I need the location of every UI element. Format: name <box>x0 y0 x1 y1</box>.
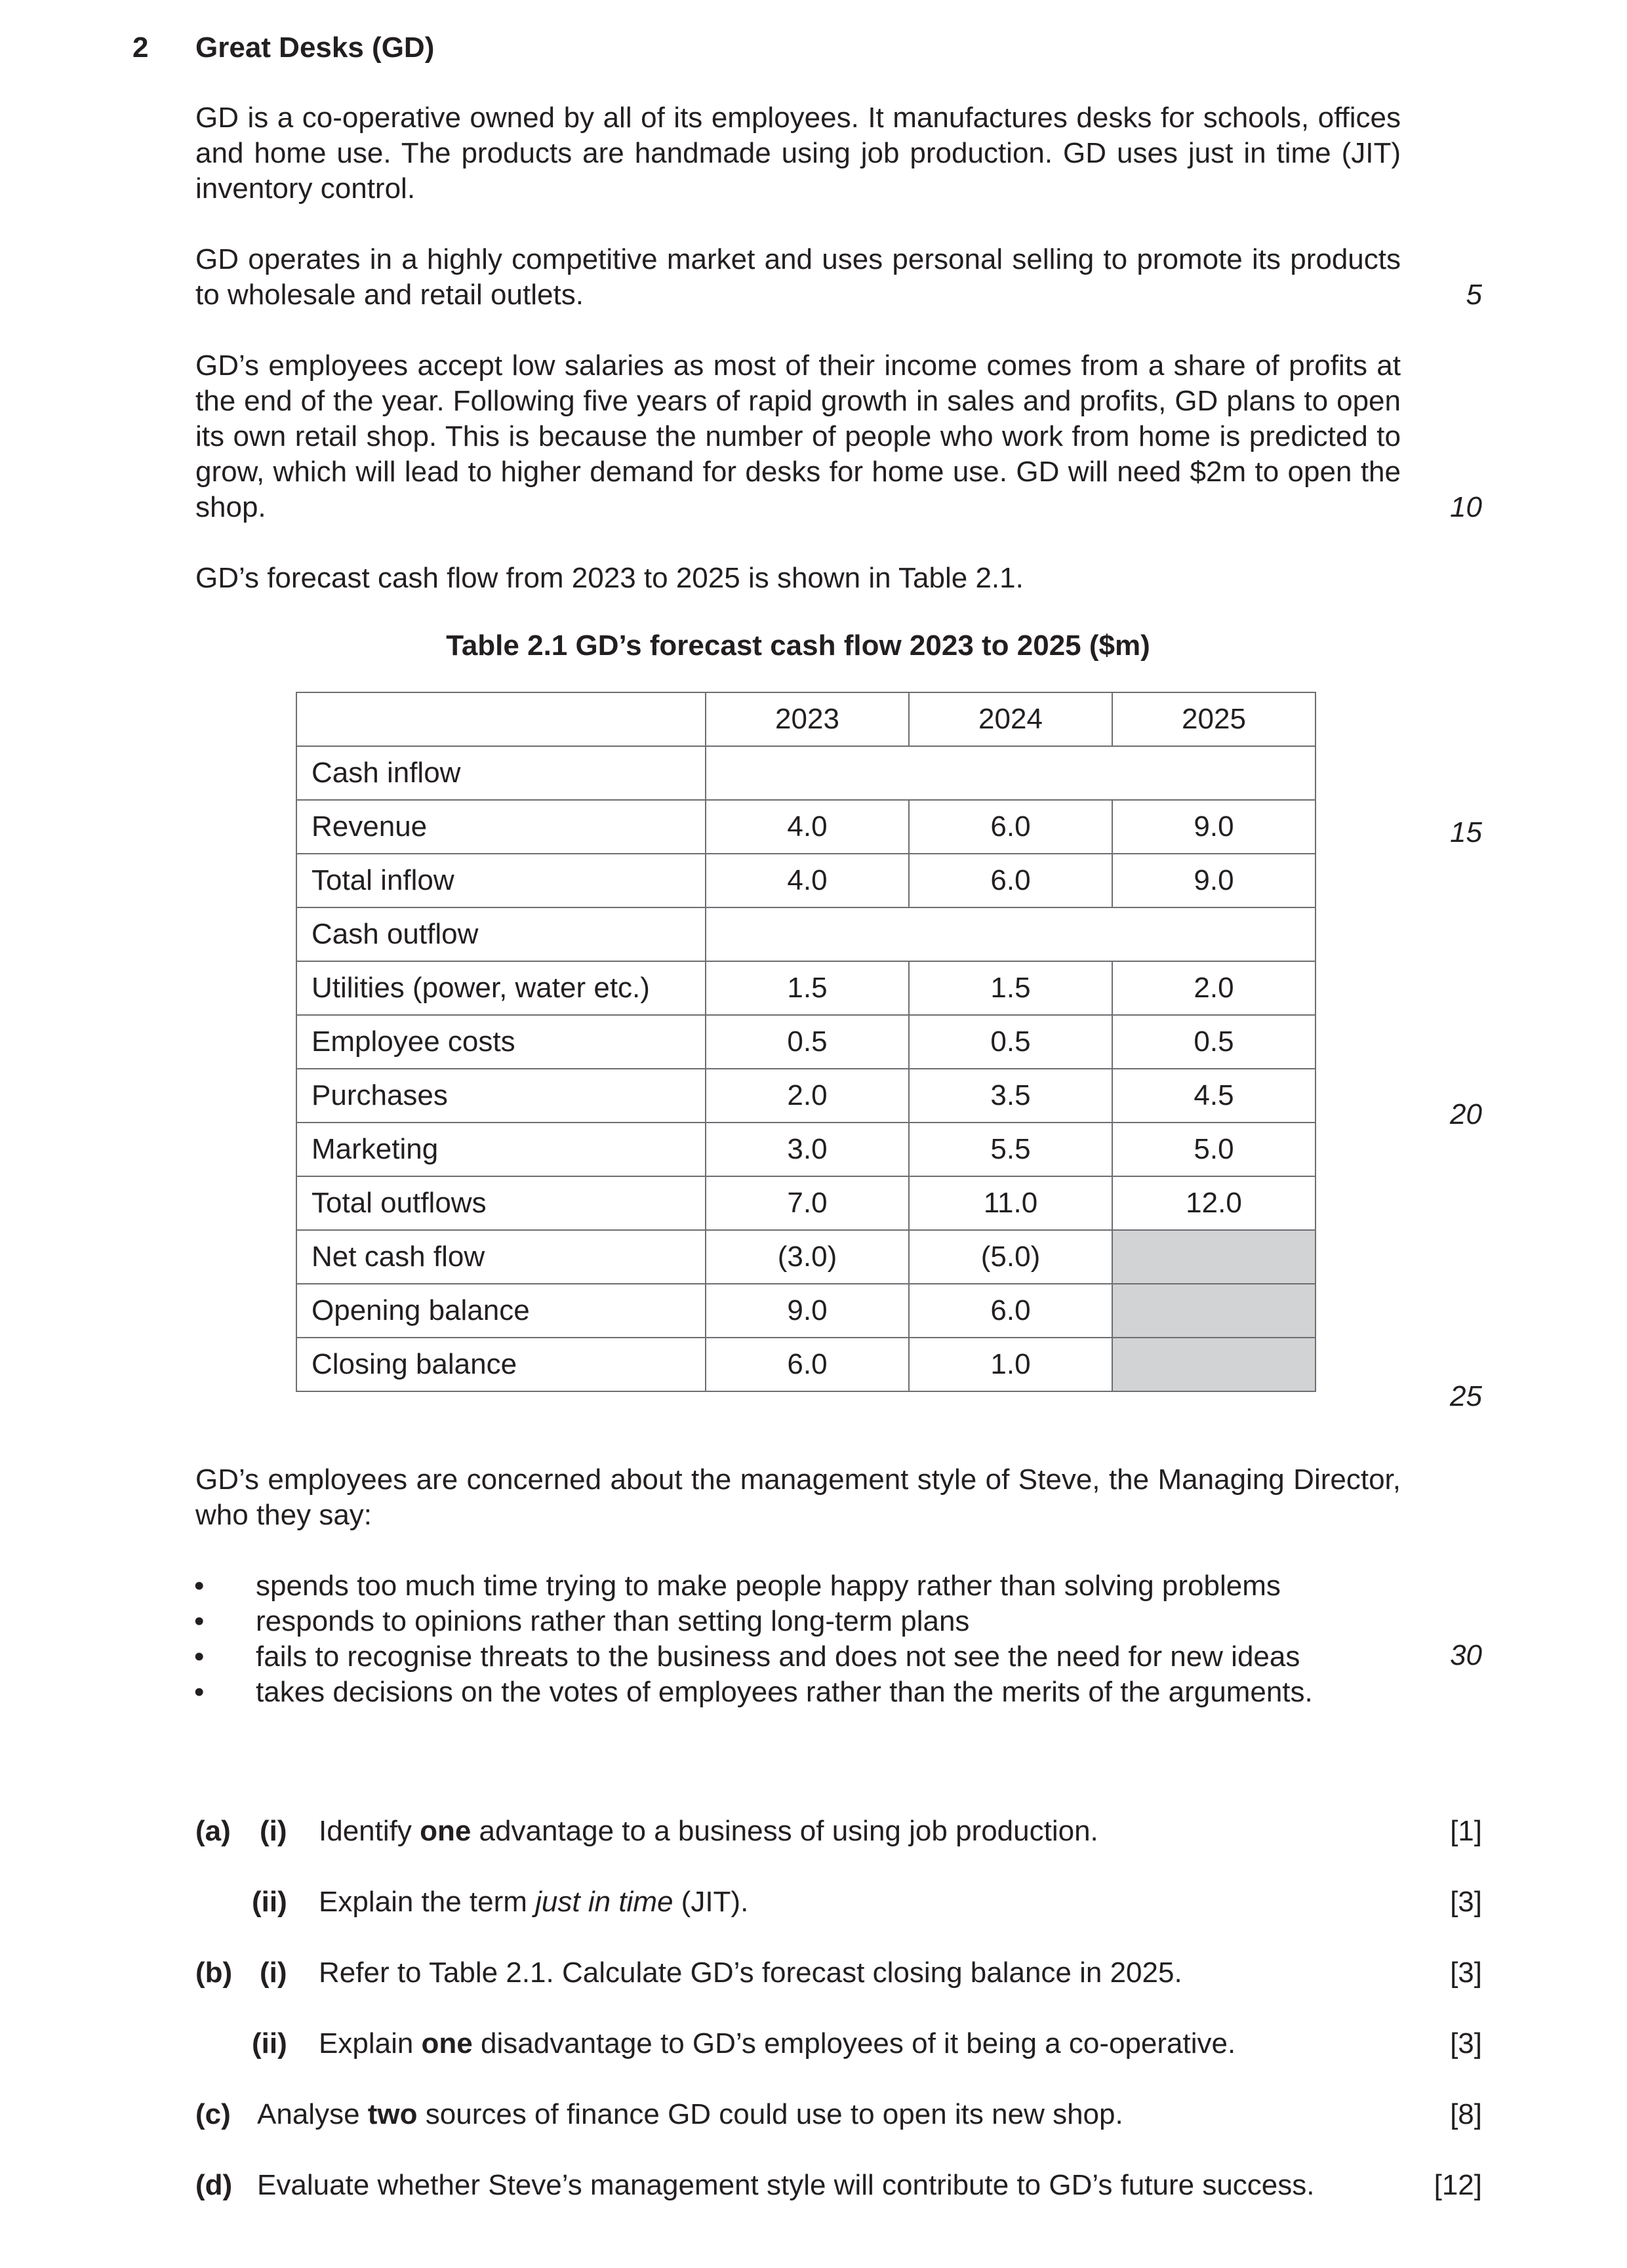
row-label: Total outflows <box>296 1176 706 1230</box>
row-label: Opening balance <box>296 1284 706 1338</box>
part-a-ii-text: Explain the term just in time (JIT). <box>319 1886 749 1918</box>
bullet-item: spends too much time trying to make people happy rather than solving problems <box>256 1570 1281 1602</box>
bullet-symbol: • <box>194 1676 205 1708</box>
line-number: 30 <box>1450 1639 1482 1671</box>
part-b-ii-label: (ii) <box>252 2027 287 2059</box>
section-spacer-cell <box>706 746 1316 800</box>
table-cell: 4.0 <box>706 800 909 854</box>
table-cell: 3.5 <box>909 1069 1112 1123</box>
paragraph-management: GD’s employees are concerned about the management style of Steve, the Managing Director, who they say: <box>195 1463 1401 1531</box>
part-a-label: (a) <box>195 1815 231 1847</box>
mark-allocation: [3] <box>1450 1957 1482 1989</box>
bullet-symbol: • <box>194 1605 205 1637</box>
part-d-text: Evaluate whether Steve’s management style will contribute to GD’s future success. <box>257 2169 1315 2201</box>
shaded-cell <box>1112 1284 1316 1338</box>
table-cell: 7.0 <box>706 1176 909 1230</box>
table-cell: 6.0 <box>706 1338 909 1391</box>
paragraph-forecast: GD’s forecast cash flow from 2023 to 2025 is shown in Table 2.1. <box>195 562 1024 594</box>
shaded-cell <box>1112 1230 1316 1284</box>
row-label: Purchases <box>296 1069 706 1123</box>
table-row <box>296 961 1316 1015</box>
column-header: 2025 <box>1112 692 1316 746</box>
question-title: Great Desks (GD) <box>195 31 435 64</box>
question-number: 2 <box>132 31 149 64</box>
row-label: Cash outflow <box>296 907 706 961</box>
table-row <box>296 854 1316 907</box>
table-row <box>296 800 1316 854</box>
table-row <box>296 1284 1316 1338</box>
part-d-label: (d) <box>195 2169 233 2201</box>
table-row <box>296 1015 1316 1069</box>
table-cell: 6.0 <box>909 1284 1112 1338</box>
part-b-i-text: Refer to Table 2.1. Calculate GD’s forecast closing balance in 2025. <box>319 1957 1182 1989</box>
table-cell: 1.5 <box>706 961 909 1015</box>
row-label: Revenue <box>296 800 706 854</box>
table-cell: 12.0 <box>1112 1176 1316 1230</box>
table-cell: 9.0 <box>1112 854 1316 907</box>
table-cell: 5.0 <box>1112 1123 1316 1176</box>
part-c-label: (c) <box>195 2098 231 2130</box>
table-cell: (5.0) <box>909 1230 1112 1284</box>
paragraph-intro: GD is a co-operative owned by all of its employees. It manufactures desks for schools, offices and home use. The products are handmade using job production. GD uses just in time (JIT) inventory control. <box>195 102 1401 205</box>
mark-allocation: [1] <box>1450 1815 1482 1847</box>
table-cell: 3.0 <box>706 1123 909 1176</box>
table-caption: Table 2.1 GD’s forecast cash flow 2023 to 2025 ($m) <box>446 629 1150 662</box>
part-b-ii-text: Explain one disadvantage to GD’s employees of it being a co-operative. <box>319 2027 1236 2059</box>
line-number: 20 <box>1450 1098 1482 1130</box>
part-b-i-label: (i) <box>260 1957 287 1989</box>
row-label: Closing balance <box>296 1338 706 1391</box>
line-number: 25 <box>1450 1380 1482 1412</box>
table-cell: 9.0 <box>706 1284 909 1338</box>
row-label: Net cash flow <box>296 1230 706 1284</box>
part-a-ii-label: (ii) <box>252 1886 287 1918</box>
table-cell: 6.0 <box>909 854 1112 907</box>
table-row <box>296 1338 1316 1391</box>
bullet-item: fails to recognise threats to the business and does not see the need for new ideas <box>256 1641 1300 1673</box>
table-row <box>296 746 1316 800</box>
table-cell: 11.0 <box>909 1176 1112 1230</box>
line-number: 5 <box>1466 279 1482 311</box>
table-cell: 0.5 <box>909 1015 1112 1069</box>
table-cell: 0.5 <box>706 1015 909 1069</box>
line-number: 15 <box>1450 816 1482 848</box>
row-label: Employee costs <box>296 1015 706 1069</box>
table-cell: 0.5 <box>1112 1015 1316 1069</box>
row-label: Utilities (power, water etc.) <box>296 961 706 1015</box>
cash-flow-table <box>296 692 1316 1392</box>
line-number: 10 <box>1450 491 1482 523</box>
row-label: Marketing <box>296 1123 706 1176</box>
row-label: Total inflow <box>296 854 706 907</box>
table-cell: (3.0) <box>706 1230 909 1284</box>
table-cell: 4.5 <box>1112 1069 1316 1123</box>
mark-allocation: [3] <box>1450 2027 1482 2059</box>
paragraph-market: GD operates in a highly competitive market and uses personal selling to promote its products to wholesale and retail outlets. <box>195 243 1401 311</box>
section-spacer-cell <box>706 907 1316 961</box>
table-cell: 9.0 <box>1112 800 1316 854</box>
bullet-symbol: • <box>194 1570 205 1602</box>
column-header: 2023 <box>706 692 909 746</box>
table-row <box>296 1176 1316 1230</box>
table-corner-cell <box>296 692 706 746</box>
table-cell: 5.5 <box>909 1123 1112 1176</box>
column-header: 2024 <box>909 692 1112 746</box>
table-header-row <box>296 692 1316 746</box>
table-row <box>296 1069 1316 1123</box>
part-a-i-label: (i) <box>260 1815 287 1847</box>
table-cell: 2.0 <box>706 1069 909 1123</box>
table-cell: 1.0 <box>909 1338 1112 1391</box>
part-c-text: Analyse two sources of finance GD could use to open its new shop. <box>257 2098 1123 2130</box>
paragraph-employees: GD’s employees accept low salaries as most of their income comes from a share of profits at the end of the year. Following five years of rapid growth in sales and profits, GD plans to open its own retail shop. This is because the number of people who work from home is predicted to grow, which will lead to higher demand for desks for home use. GD will need $2m to open the shop. <box>195 349 1401 523</box>
table-cell: 6.0 <box>909 800 1112 854</box>
table-row <box>296 907 1316 961</box>
bullet-symbol: • <box>194 1641 205 1673</box>
table-cell: 4.0 <box>706 854 909 907</box>
mark-allocation: [3] <box>1450 1886 1482 1918</box>
bullet-item: responds to opinions rather than setting long-term plans <box>256 1605 970 1637</box>
part-b-label: (b) <box>195 1957 233 1989</box>
table-row <box>296 1230 1316 1284</box>
table-row <box>296 1123 1316 1176</box>
mark-allocation: [12] <box>1434 2169 1482 2201</box>
table-cell: 2.0 <box>1112 961 1316 1015</box>
row-label: Cash inflow <box>296 746 706 800</box>
table-cell: 1.5 <box>909 961 1112 1015</box>
shaded-cell <box>1112 1338 1316 1391</box>
mark-allocation: [8] <box>1450 2098 1482 2130</box>
bullet-item: takes decisions on the votes of employees rather than the merits of the arguments. <box>256 1676 1313 1708</box>
part-a-i-text: Identify one advantage to a business of using job production. <box>319 1815 1098 1847</box>
